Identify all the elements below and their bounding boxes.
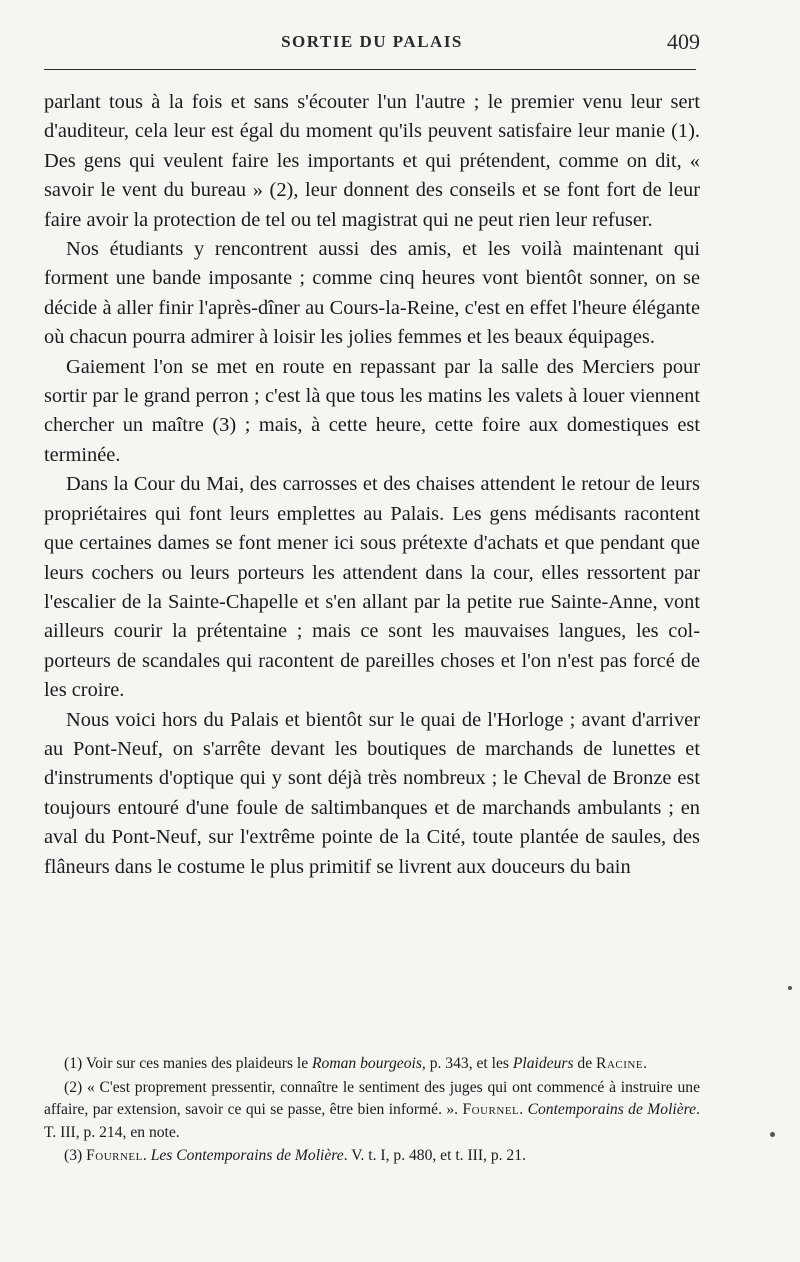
footnote-3 bbox=[44, 1145, 700, 1168]
footnote-1-author: Racine bbox=[596, 1055, 644, 1072]
paragraph-4: Dans la Cour du Mai, des carrosses et des chaises attendent le retour de leurs propriétaires qui font leurs emplettes au Palais. Les gens médisants racontent que certaines dames se font mener ici sous prétexte d'achats et que pendant que leurs cochers ou leurs porteurs les attendent dans la cour, elles ressortent par l'escalier de la Sainte-Chapelle et s'en allant par la petite rue Sainte-Anne, vont ailleurs courir la prétentaine ; mais ce sont les mauvaises langues, les colporteurs de scandales qui racontent de pareilles choses et l'on n'est pas forcé de les croire. bbox=[44, 473, 700, 702]
footnote-2 bbox=[44, 1077, 700, 1145]
footnote-1-text: Voir sur ces manies des plaideurs le bbox=[85, 1055, 309, 1072]
footnote-2-title: Contemporains de Molière bbox=[527, 1101, 697, 1118]
footnote-1-title-roman: Roman bourgeois bbox=[312, 1055, 422, 1072]
footnote-1-ref: , p. 343, et les bbox=[421, 1055, 509, 1072]
footnote-3-author: Fournel bbox=[86, 1147, 143, 1164]
footnote-1-end: . bbox=[643, 1055, 647, 1072]
footnotes bbox=[44, 1053, 700, 1169]
footnote-2-author: Fournel bbox=[462, 1101, 520, 1118]
footnote-1 bbox=[44, 1053, 700, 1076]
footnote-1-title-plaideurs: Plaideurs bbox=[512, 1055, 574, 1072]
page-number: 409 bbox=[667, 29, 700, 54]
footnote-2-ref: . T. III, p. 214, en note. bbox=[44, 1101, 701, 1141]
header-rule bbox=[44, 69, 696, 70]
running-title: SORTIE DU PALAIS bbox=[281, 32, 463, 51]
paragraph-1: parlant tous à la fois et sans s'écouter l'un l'autre ; le premier venu leur sert d'auditeur, cela leur est égal du moment qu'ils peuvent satisfaire leur manie (1). Des gens qui veulent faire les importants et qui prétendent, comme on dit, « savoir le vent du bureau » (2), leur donnent des conseils et se font fort de leur faire avoir la protection de tel ou tel magistrat qui ne peut rien leur refuser. bbox=[44, 91, 700, 231]
ink-speck bbox=[788, 986, 792, 990]
footnote-2-sep: . bbox=[519, 1101, 524, 1118]
footnote-2-text: « C'est proprement pressentir, connaître le sentiment des juges qui ont commencé à instruire une affaire, par extension, savoir ce qui se passe, être bien informé. ». bbox=[44, 1078, 701, 1118]
paragraph-2: Nos étudiants y rencontrent aussi des amis, et les voilà maintenant qui forment une bande imposante ; comme cinq heures vont bientôt sonner, on se décide à aller finir l'après-dîner au Cours-la-Reine, c'est en effet l'heure élégante où chacun pourra admirer à loisir les jolies femmes et les beaux équipages. bbox=[44, 238, 700, 349]
footnote-1-de: de bbox=[577, 1055, 593, 1072]
main-text bbox=[44, 88, 700, 882]
footnote-3-sep: . bbox=[142, 1147, 147, 1164]
footnote-2-marker: (2) bbox=[64, 1078, 83, 1096]
paragraph-3: Gaiement l'on se met en route en repassant par la salle des Merciers pour sortir par le grand perron ; c'est là que tous les matins les valets à louer viennent chercher un maître (3) ; mais, à cette heure, cette foire aux domestiques est terminée. bbox=[44, 355, 700, 466]
ink-speck bbox=[770, 1132, 775, 1137]
paragraph-5: Nous voici hors du Palais et bientôt sur le quai de l'Horloge ; avant d'arriver au Pont-Neuf, on s'arrête devant les boutiques de marchands de lunettes et d'instruments d'optique qui y sont déjà très nombreux ; le Cheval de Bronze est toujours entouré d'une foule de saltimbanques et de marchands ambulants ; en aval du Pont-Neuf, sur l'extrême pointe de la Cité, toute plantée de saules, des flâneurs dans le costume le plus primitif se livrent aux douceurs du bain bbox=[44, 708, 700, 878]
footnote-3-title: Les Contemporains de Molière bbox=[150, 1147, 344, 1164]
footnote-3-marker: (3) bbox=[64, 1147, 83, 1164]
page-header bbox=[44, 29, 700, 60]
footnote-1-marker: (1) bbox=[64, 1055, 83, 1072]
footnote-3-ref: . V. t. I, p. 480, et t. III, p. 21. bbox=[343, 1147, 526, 1164]
